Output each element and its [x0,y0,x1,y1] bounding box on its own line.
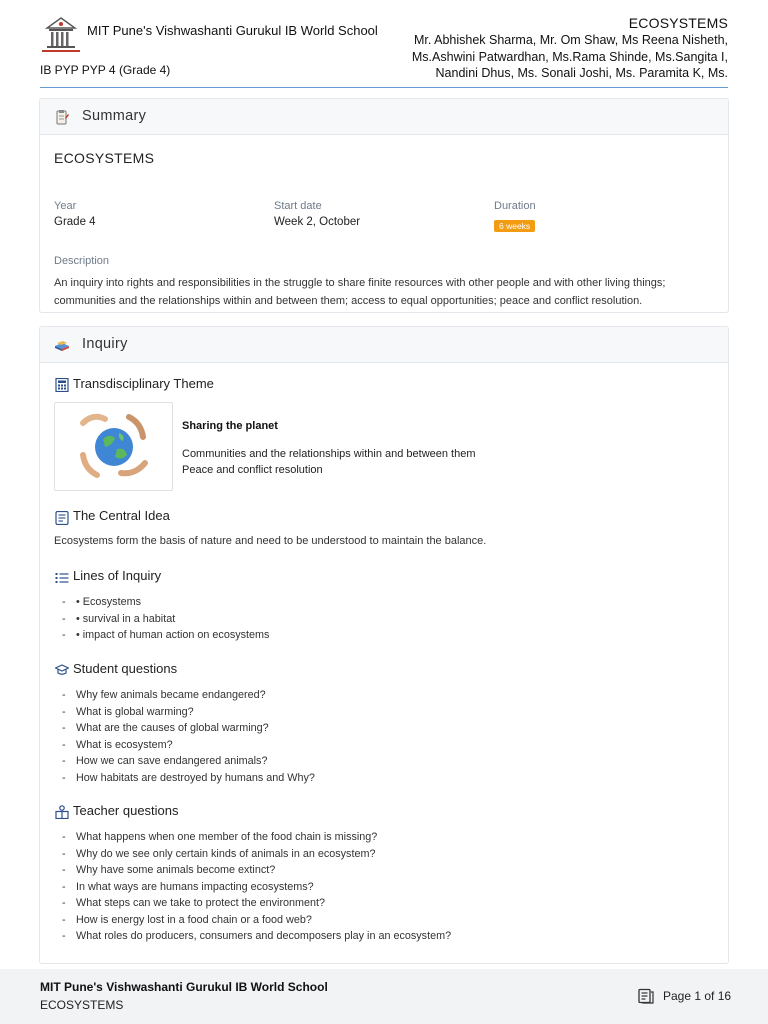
inquiry-heading: Inquiry [82,336,128,352]
grade-label: IB PYP PYP 4 (Grade 4) [40,63,171,77]
page-number: Page 1 of 16 [663,989,732,1003]
unit-title: ECOSYSTEMS [628,15,728,31]
teacher-questions-heading: Teacher questions [73,803,179,818]
document-icon [55,511,69,525]
clipboard-icon [54,109,70,125]
description-text: An inquiry into rights and responsibilities in the struggle to share finite resources with other people and with other living things; communities and the relationships within and between them; access to equal opportunities; peace and conflict resolution. [54,277,666,307]
duration-badge: 6 weeks [494,220,535,232]
student-questions-heading: Student questions [73,661,178,676]
lines-of-inquiry-heading: Lines of Inquiry [73,568,162,583]
school-name: MIT Pune's Vishwashanti Gurukul IB World School [87,23,378,38]
header-divider [40,87,728,88]
summary-card [39,98,729,313]
list-item: - • survival in a habitat [62,611,269,628]
school-logo-icon [40,16,82,54]
central-idea-text: Ecosystems form the basis of nature and need to be understood to maintain the balance. [54,535,487,547]
pages-icon [638,988,654,1004]
globe-hands-icon [55,403,172,490]
inquiry-header [40,327,728,363]
calculator-icon [55,378,69,392]
list-item: - Why few animals became endangered? [62,687,315,704]
theme-line: Communities and the relationships within and between them [182,448,476,460]
theme-line: Peace and conflict resolution [182,464,323,476]
year-value: Grade 4 [54,216,96,228]
list-item: - How we can save endangered animals? [62,753,315,770]
student-questions-list [62,687,315,786]
list-item: - What is ecosystem? [62,737,315,754]
list-item: - Why have some animals become extinct? [62,862,451,879]
teachers-list: Mr. Abhishek Sharma, Mr. Om Shaw, Ms Reena Nisheth, Ms.Ashwini Patwardhan, Ms.Rama Shinde, Ms.Sangita I, Nandini Dhus, Ms. Sonali Joshi, Ms. Paramita K, Ms. [411,33,728,80]
page-header [0,0,768,90]
list-item: - What steps can we take to protect the environment? [62,895,451,912]
duration-label: Duration [494,200,536,212]
list-item: - In what ways are humans impacting ecosystems? [62,879,451,896]
list-item: - How habitats are destroyed by humans and Why? [62,770,315,787]
teacher-questions-list [62,829,451,945]
teacher-icon [55,805,69,819]
lines-of-inquiry-list [62,594,269,644]
theme-name: Sharing the planet [182,420,278,432]
inquiry-card [39,326,729,964]
list-icon [55,571,69,585]
summary-unit-name: ECOSYSTEMS [54,150,155,166]
graduation-cap-icon [55,663,69,677]
list-item: - • Ecosystems [62,594,269,611]
footer-unit: ECOSYSTEMS [40,998,124,1012]
year-label: Year [54,200,77,212]
footer-school-name: MIT Pune's Vishwashanti Gurukul IB World School [40,980,328,994]
list-item: - How is energy lost in a food chain or a food web? [62,912,451,929]
theme-image [54,402,173,491]
page-footer [0,969,768,1024]
start-date-label: Start date [274,200,322,212]
list-item: - Why do we see only certain kinds of animals in an ecosystem? [62,846,451,863]
start-date-value: Week 2, October [274,216,361,228]
list-item: - What happens when one member of the food chain is missing? [62,829,451,846]
list-item: - • impact of human action on ecosystems [62,627,269,644]
list-item: - What roles do producers, consumers and decomposers play in an ecosystem? [62,928,451,945]
list-item: - What are the causes of global warming? [62,720,315,737]
summary-header [40,99,728,135]
books-icon [54,337,70,353]
theme-heading: Transdisciplinary Theme [73,376,214,391]
summary-heading: Summary [82,108,147,124]
list-item: - What is global warming? [62,704,315,721]
central-idea-heading: The Central Idea [73,508,170,523]
description-label: Description [54,255,110,267]
